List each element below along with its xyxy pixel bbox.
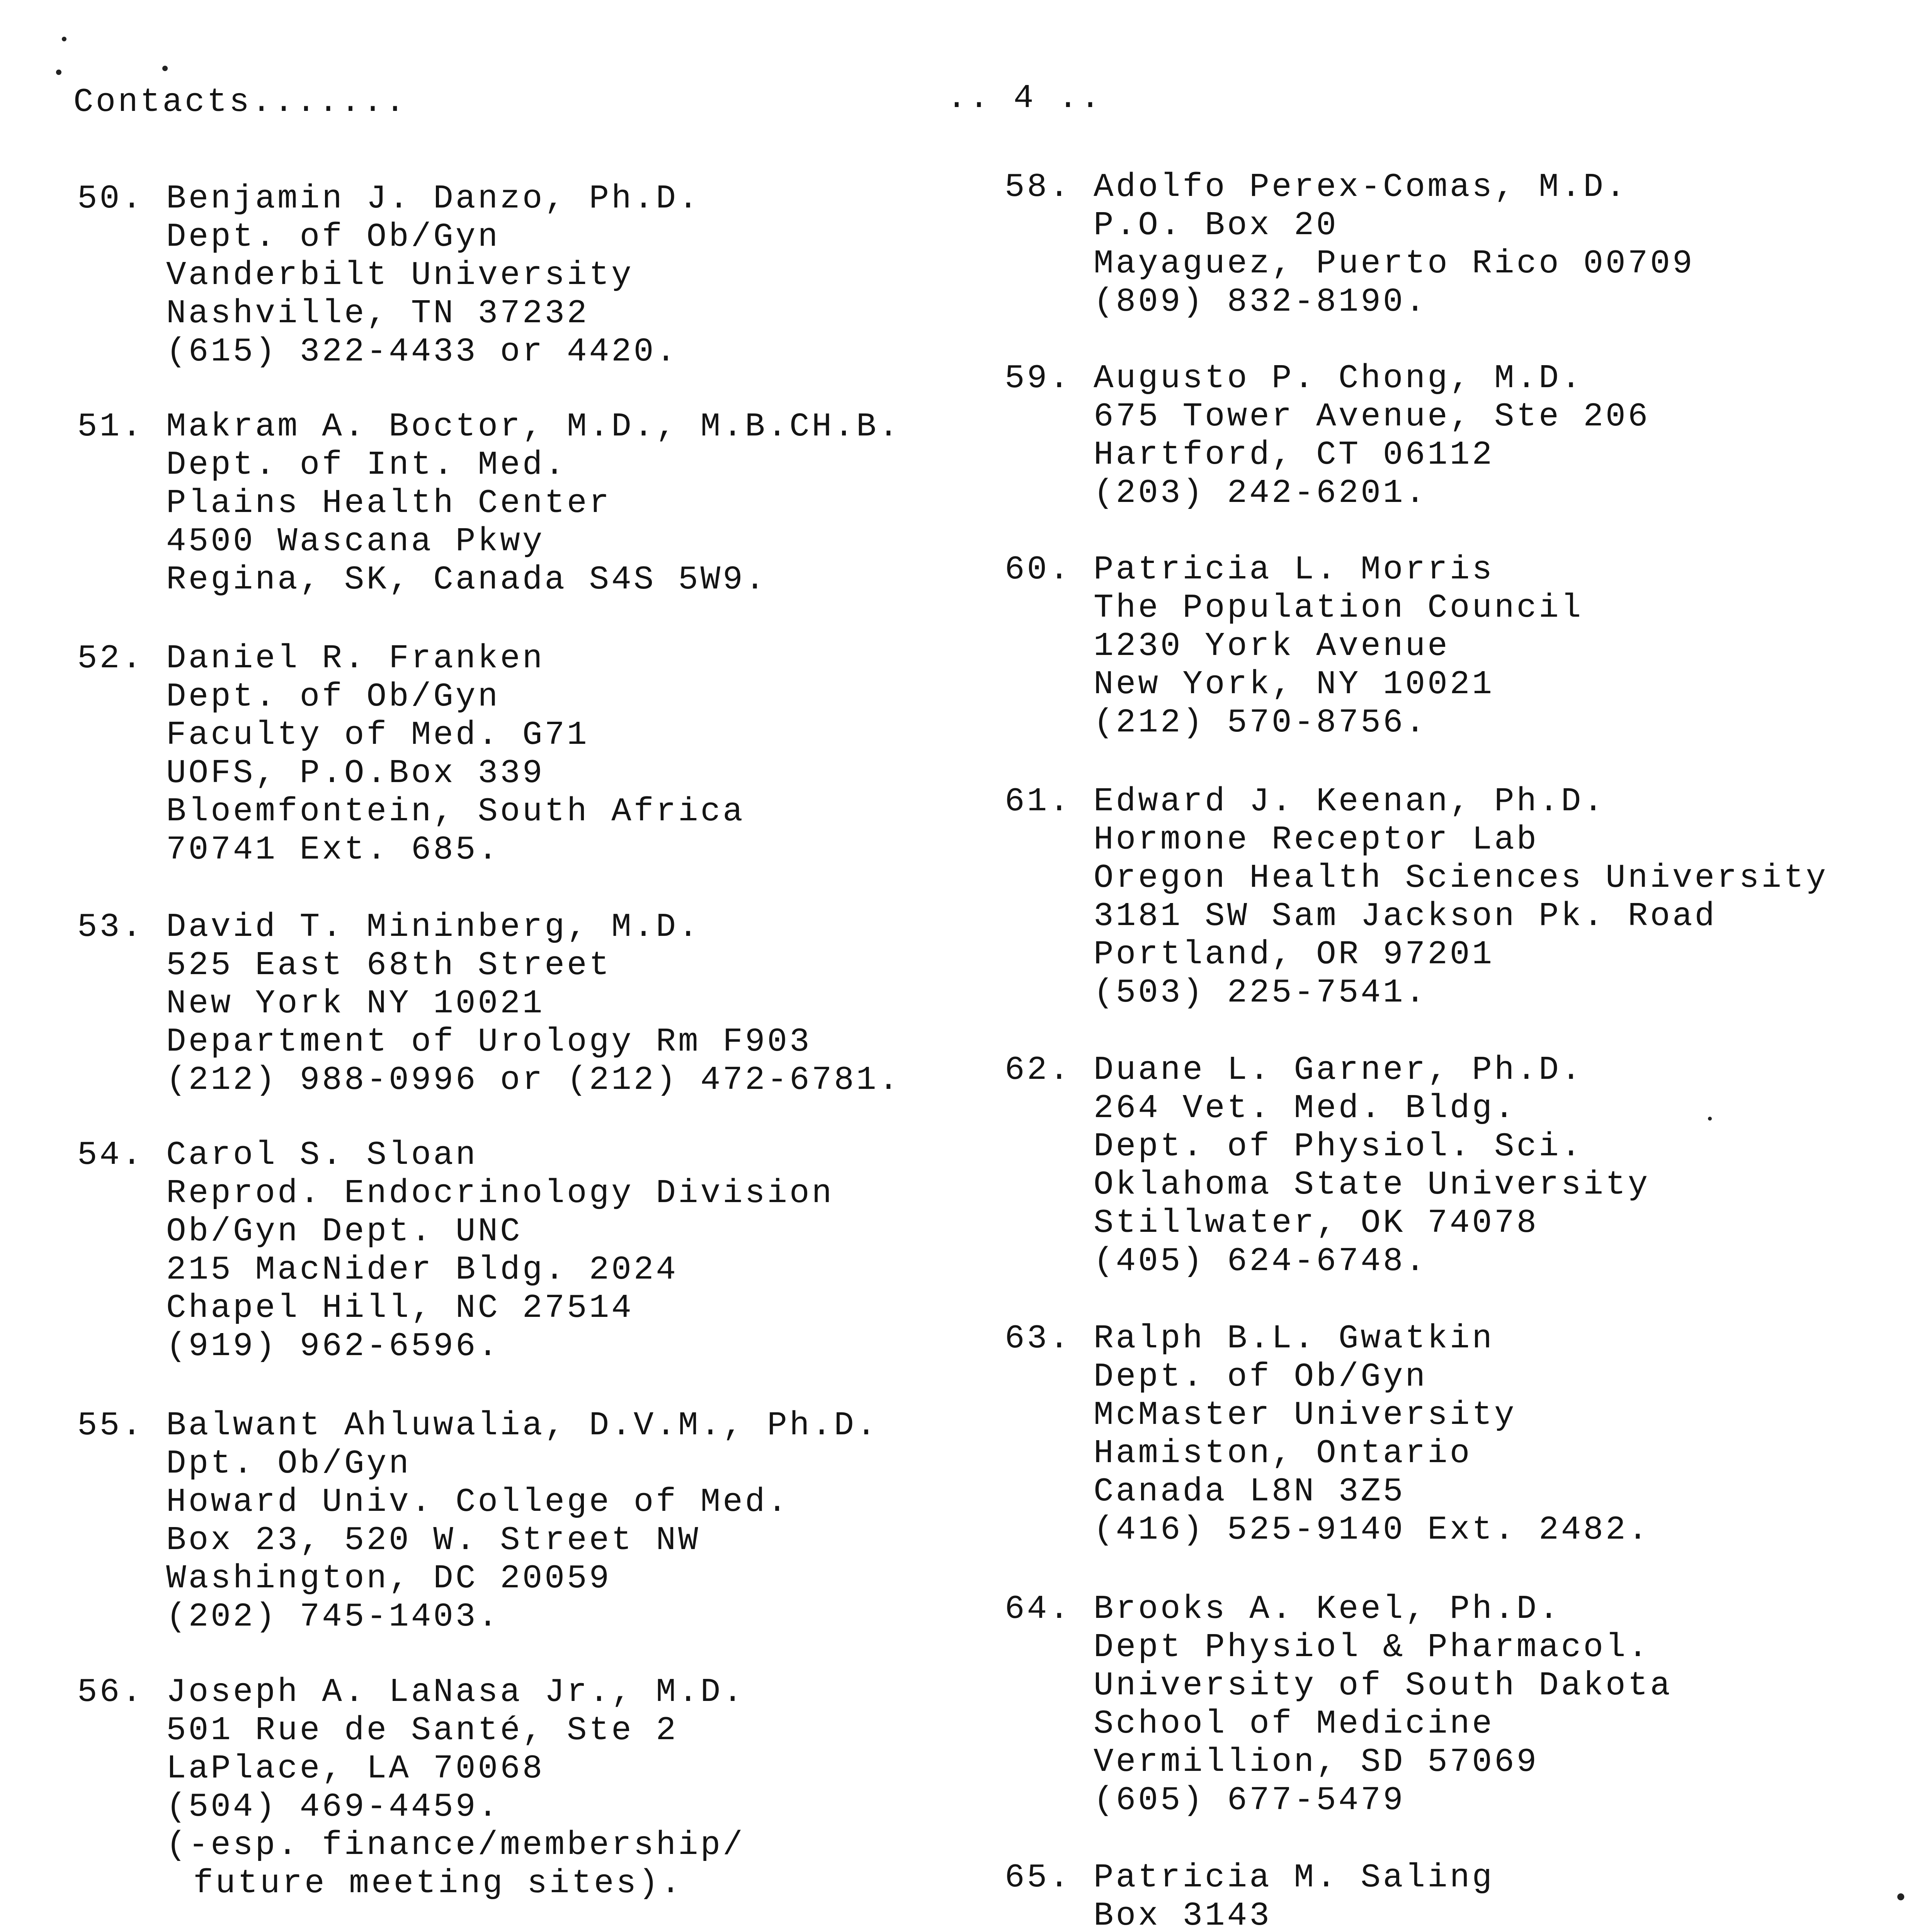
contact-line: (212) 570-8756.: [1094, 704, 1428, 742]
contact-address: [1094, 1320, 1650, 1549]
contact-line: David T. Mininberg, M.D.: [166, 908, 701, 946]
contact-address: [166, 180, 701, 371]
contact-address: [166, 639, 745, 869]
scan-speck: [62, 37, 66, 41]
contact-line: Dept. of Physiol. Sci.: [1094, 1128, 1584, 1165]
contact-line: UOFS, P.O.Box 339: [166, 754, 545, 792]
contact-line: Reprod. Endocrinology Division: [166, 1174, 834, 1212]
contact-address: [166, 1673, 745, 1903]
contact-line: Hormone Receptor Lab: [1094, 821, 1539, 859]
contact-line: 525 East 68th Street: [166, 946, 612, 984]
contact-line: McMaster University: [1094, 1396, 1517, 1434]
contact-line: Dept. of Ob/Gyn: [1094, 1358, 1428, 1396]
contact-line: Ob/Gyn Dept. UNC: [166, 1213, 522, 1250]
contact-line: The Population Council: [1094, 589, 1584, 627]
contact-line: (212) 988-0996 or (212) 472-6781.: [166, 1061, 901, 1099]
contact-line: (202) 745-1403.: [166, 1598, 500, 1636]
contact-line: future meeting sites).: [193, 1864, 683, 1902]
contact-line: Edward J. Keenan, Ph.D.: [1094, 782, 1606, 820]
contact-line: 1230 York Avenue: [1094, 627, 1450, 665]
contact-line: (615) 322-4433 or 4420.: [166, 333, 678, 371]
scan-speck: [1708, 1117, 1712, 1121]
contact-number: 65.: [1005, 1859, 1072, 1896]
contact-line: Plains Health Center: [166, 484, 612, 522]
contact-line: Hamiston, Ontario: [1094, 1434, 1472, 1472]
contact-number: 54.: [77, 1136, 144, 1174]
contact-address: [166, 408, 901, 599]
contact-line: 3181 SW Sam Jackson Pk. Road: [1094, 897, 1717, 935]
contact-line: Duane L. Garner, Ph.D.: [1094, 1051, 1584, 1089]
contact-line: Makram A. Boctor, M.D., M.B.CH.B.: [166, 408, 901, 446]
contact-line: New York NY 10021: [166, 985, 545, 1022]
contact-number: 63.: [1005, 1320, 1072, 1357]
contact-line: Portland, OR 97201: [1094, 935, 1494, 973]
contact-address: [1094, 782, 1828, 1012]
contact-line: P.O. Box 20: [1094, 206, 1339, 244]
contact-address: [1094, 359, 1650, 512]
contact-line: Nashville, TN 37232: [166, 294, 589, 332]
contact-number: 60.: [1005, 551, 1072, 588]
contact-line: Department of Urology Rm F903: [166, 1023, 812, 1061]
contact-line: 70741 Ext. 685.: [166, 831, 500, 869]
contact-address: [1094, 168, 1694, 321]
contact-number: 52.: [77, 639, 144, 677]
contact-number: 61.: [1005, 782, 1072, 820]
contact-line: Dept Physiol & Pharmacol.: [1094, 1628, 1650, 1666]
contact-line: Regina, SK, Canada S4S 5W9.: [166, 561, 767, 599]
contact-line: Dept. of Ob/Gyn: [166, 678, 500, 716]
contact-number: 59.: [1005, 359, 1072, 397]
contact-line: (504) 469-4459.: [166, 1788, 500, 1826]
contact-address: [1094, 1859, 1694, 1932]
contact-line: (416) 525-9140 Ext. 2482.: [1094, 1511, 1650, 1549]
contact-line: (-esp. finance/membership/: [166, 1826, 745, 1864]
contact-line: Canada L8N 3Z5: [1094, 1473, 1405, 1510]
contact-line: (203) 242-6201.: [1094, 474, 1428, 512]
contact-number: 55.: [77, 1406, 144, 1444]
contact-address: [1094, 1590, 1672, 1820]
contact-line: (919) 962-6596.: [166, 1327, 500, 1365]
contact-line: 4500 Wascana Pkwy: [166, 522, 545, 560]
contact-line: Vermillion, SD 57069: [1094, 1743, 1539, 1781]
contact-line: Chapel Hill, NC 27514: [166, 1289, 634, 1327]
contact-line: Box 3143: [1094, 1897, 1272, 1932]
contact-number: 56.: [77, 1673, 144, 1711]
scan-speck: [162, 66, 168, 71]
contact-line: Stillwater, OK 74078: [1094, 1204, 1539, 1242]
page-title: Contacts.......: [73, 83, 408, 121]
contact-line: Mayaguez, Puerto Rico 00709: [1094, 245, 1695, 282]
contact-address: [1094, 1051, 1650, 1281]
contact-line: (605) 677-5479: [1094, 1781, 1405, 1819]
contact-line: LaPlace, LA 70068: [166, 1750, 545, 1787]
contact-number: 50.: [77, 180, 144, 218]
contact-line: 215 MacNider Bldg. 2024: [166, 1251, 678, 1289]
contact-line: Joseph A. LaNasa Jr., M.D.: [166, 1673, 745, 1711]
contact-line: 675 Tower Avenue, Ste 206: [1094, 398, 1650, 435]
contact-line: Carol S. Sloan: [166, 1136, 478, 1174]
contact-line: (809) 832-8190.: [1094, 283, 1428, 321]
contact-line: Dpt. Ob/Gyn: [166, 1445, 411, 1483]
contact-line: Dept. of Ob/Gyn: [166, 218, 500, 256]
contact-line: Hartford, CT 06112: [1094, 436, 1494, 474]
contact-line: Patricia L. Morris: [1094, 551, 1494, 588]
contact-line: University of South Dakota: [1094, 1667, 1672, 1704]
contact-number: 64.: [1005, 1590, 1072, 1628]
contact-line: Dept. of Int. Med.: [166, 446, 567, 484]
contact-address: [1094, 551, 1583, 742]
contact-line: Faculty of Med. G71: [166, 716, 589, 754]
contact-line: Ralph B.L. Gwatkin: [1094, 1320, 1494, 1357]
contact-line: (503) 225-7541.: [1094, 974, 1428, 1012]
contact-line: Howard Univ. College of Med.: [166, 1483, 790, 1521]
contact-line: Augusto P. Chong, M.D.: [1094, 359, 1584, 397]
contact-line: Washington, DC 20059: [166, 1560, 612, 1597]
contact-line: 264 Vet. Med. Bldg.: [1094, 1089, 1517, 1127]
contact-line: Brooks A. Keel, Ph.D.: [1094, 1590, 1561, 1628]
contact-address: [166, 908, 901, 1099]
contact-line: Oregon Health Sciences University: [1094, 859, 1829, 897]
contact-address: [166, 1136, 834, 1366]
contact-line: Vanderbilt University: [166, 256, 634, 294]
contact-number: 53.: [77, 908, 144, 946]
contact-line: Oklahoma State University: [1094, 1166, 1650, 1204]
contact-number: 62.: [1005, 1051, 1072, 1089]
scan-speck: [56, 70, 61, 75]
contact-line: Patricia M. Saling: [1094, 1859, 1494, 1896]
contact-line: Balwant Ahluwalia, D.V.M., Ph.D.: [166, 1406, 879, 1444]
contact-line: Daniel R. Franken: [166, 639, 545, 677]
contact-number: 51.: [77, 408, 144, 446]
contact-line: 501 Rue de Santé, Ste 2: [166, 1711, 678, 1749]
contact-line: New York, NY 10021: [1094, 665, 1494, 703]
page-number: .. 4 ..: [947, 79, 1103, 117]
contact-number: 58.: [1005, 168, 1072, 206]
contact-line: (405) 624-6748.: [1094, 1242, 1428, 1280]
scan-speck: [1897, 1893, 1904, 1900]
contact-line: Adolfo Perex-Comas, M.D.: [1094, 168, 1628, 206]
contact-line: Benjamin J. Danzo, Ph.D.: [166, 180, 701, 218]
contact-address: [166, 1406, 878, 1636]
contact-line: Box 23, 520 W. Street NW: [166, 1521, 701, 1559]
contact-line: School of Medicine: [1094, 1705, 1494, 1743]
contact-line: Bloemfontein, South Africa: [166, 793, 745, 830]
